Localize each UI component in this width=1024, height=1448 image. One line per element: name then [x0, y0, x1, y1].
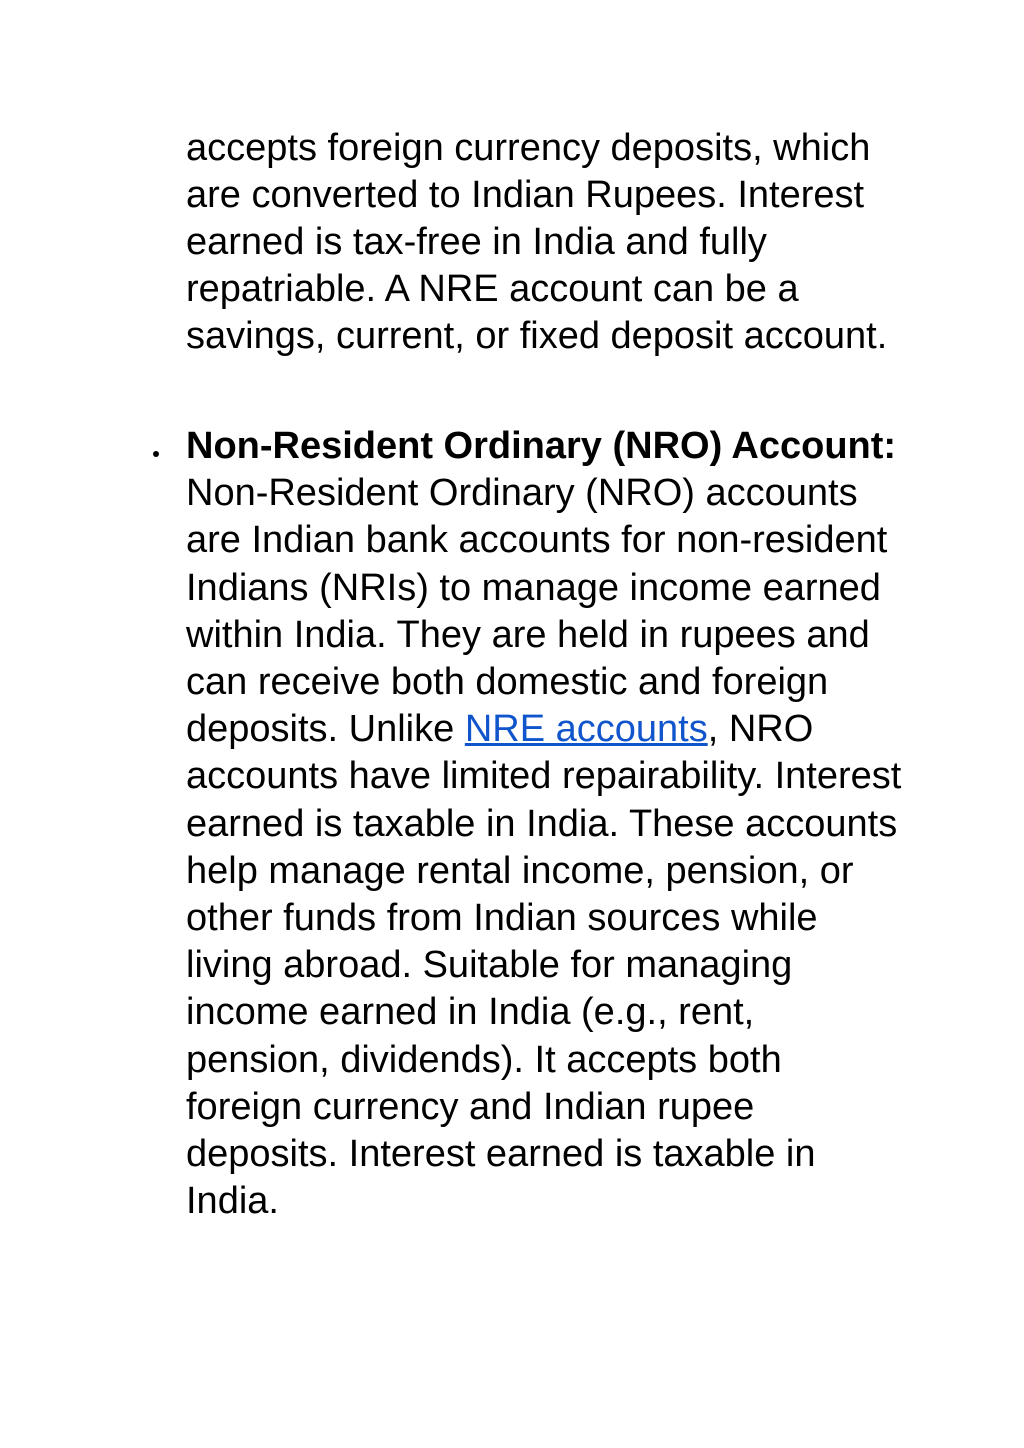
nre-description-continuation: accepts foreign currency deposits, which are converted to Indian Rupees. Interest earned is tax-free in India and fully repatriable. A NRE account can be a savings, current, or fixed deposit account. — [186, 127, 888, 357]
nro-account-description — [186, 423, 906, 1225]
bullet-icon — [153, 451, 159, 457]
nro-account-term: Non-Resident Ordinary (NRO) Account: — [186, 425, 897, 467]
nro-text-before-link: Non-Resident Ordinary (NRO) accounts are Indian bank accounts for non-resident Indians (NRIs) to manage income earned within India. They are held in rupees and can receive both domestic and foreign deposits. Unlike — [186, 472, 888, 751]
nro-text-after-link: , NRO accounts have limited repairability. Interest earned is taxable in India. These accounts help manage rental income, pension, or other funds from Indian sources while living abroad. Suitable for managing income earned in India (e.g., rent, pension, dividends). It accepts both foreign currency and Indian rupee deposits. Interest earned is taxable in India. — [186, 708, 902, 1223]
nre-accounts-link[interactable]: NRE accounts — [464, 708, 708, 751]
